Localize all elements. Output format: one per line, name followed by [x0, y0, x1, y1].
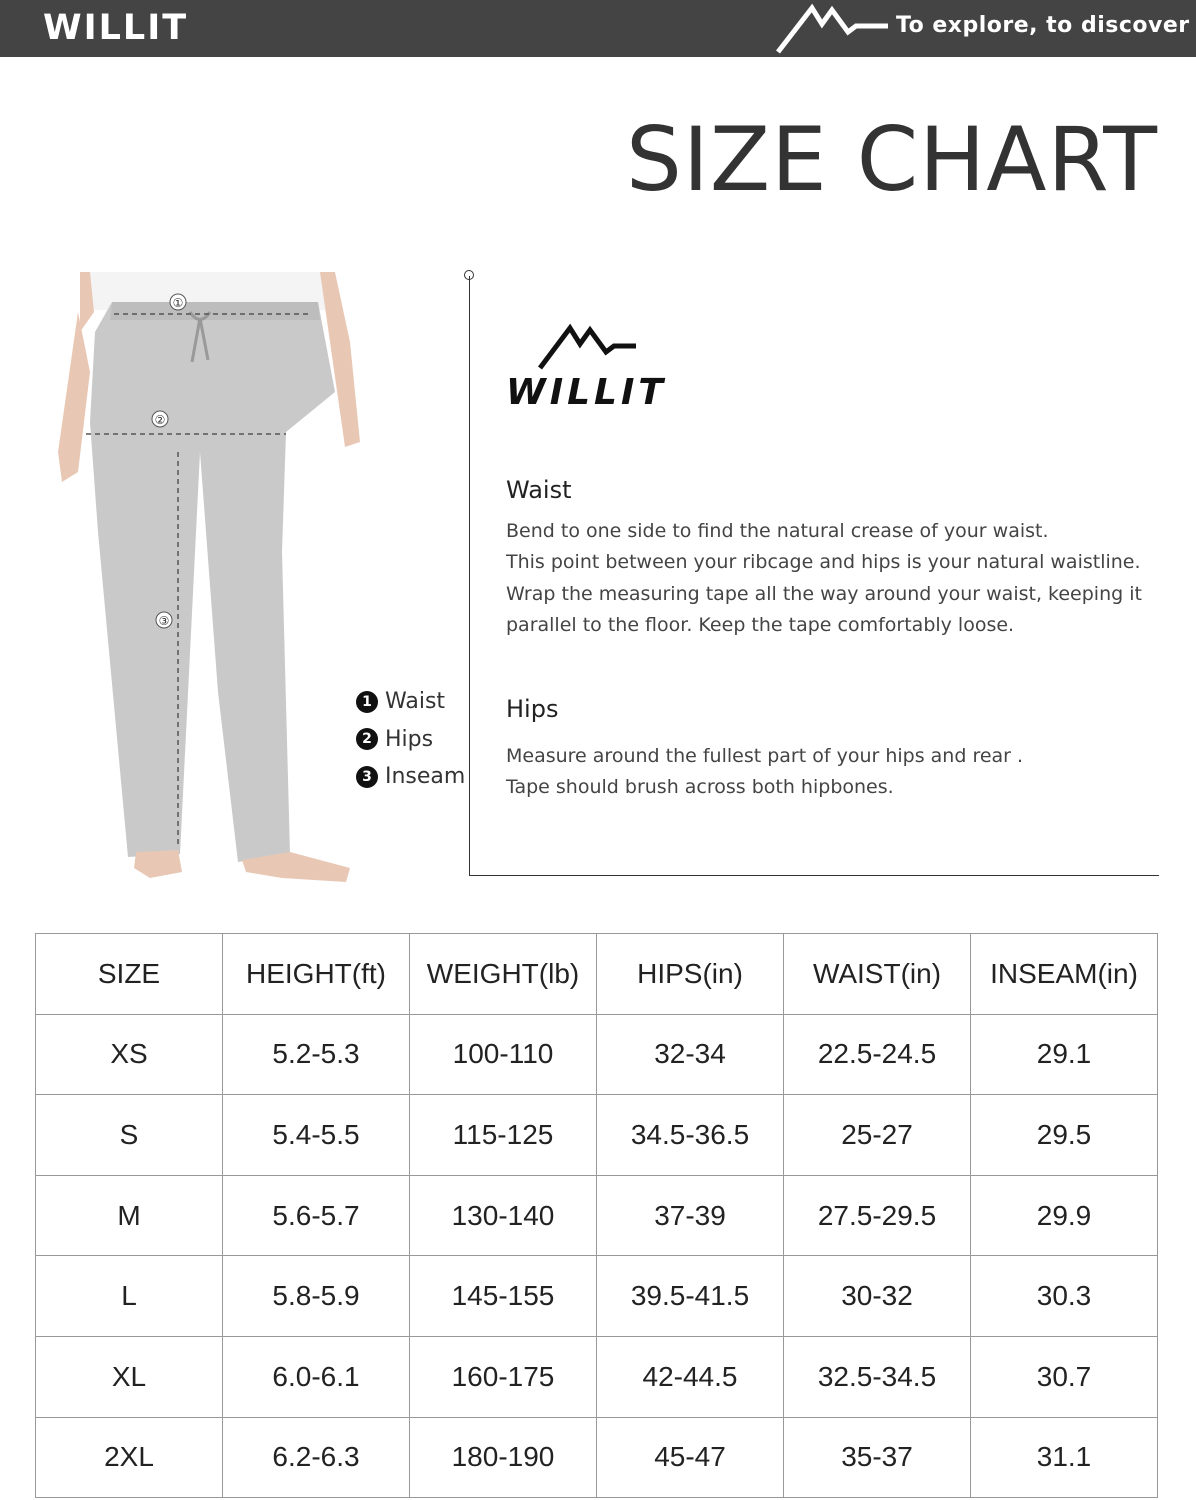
pants-model-figure [50, 272, 360, 884]
table-cell: 30-32 [784, 1256, 971, 1337]
mountain-logo-icon [536, 320, 646, 372]
hips-marker-label: ② [154, 413, 166, 427]
size-table [35, 933, 1158, 1498]
table-cell: 37-39 [597, 1175, 784, 1256]
table-cell: 42-44.5 [597, 1336, 784, 1417]
table-cell: 32-34 [597, 1014, 784, 1095]
table-row [36, 1014, 1158, 1095]
table-row [36, 1256, 1158, 1337]
inseam-marker-label: ③ [158, 614, 170, 628]
text-line: Wrap the measuring tape all the way around your waist, keeping it [506, 582, 1142, 605]
waist-description [506, 516, 1166, 641]
table-cell: 45-47 [597, 1417, 784, 1498]
table-cell: 6.0-6.1 [223, 1336, 410, 1417]
text-line: Bend to one side to find the natural crease of your waist. [506, 520, 1049, 542]
text-line: parallel to the floor. Keep the tape comfortably loose. [506, 613, 1015, 636]
table-cell: 25-27 [784, 1095, 971, 1176]
legend-item-waist [356, 683, 465, 721]
mountain-logo-icon [776, 2, 888, 54]
table-cell: 6.2-6.3 [223, 1417, 410, 1498]
table-cell: 5.2-5.3 [223, 1014, 410, 1095]
table-header-row [36, 934, 1158, 1015]
table-cell: 32.5-34.5 [784, 1336, 971, 1417]
legend-label: Waist [385, 689, 446, 715]
vertical-divider [469, 276, 470, 876]
table-cell: S [36, 1095, 223, 1176]
table-row [36, 1336, 1158, 1417]
table-cell: 27.5-29.5 [784, 1175, 971, 1256]
table-cell: 29.1 [971, 1014, 1158, 1095]
column-header: WEIGHT(lb) [410, 934, 597, 1015]
legend-label: Hips [385, 726, 434, 752]
table-cell: 34.5-36.5 [597, 1095, 784, 1176]
legend-label: Inseam [385, 764, 466, 790]
waist-marker-label: ① [172, 296, 184, 310]
table-cell: 35-37 [784, 1417, 971, 1498]
legend-item-inseam [356, 758, 465, 796]
table-cell: 29.5 [971, 1095, 1158, 1176]
legend-item-hips [356, 721, 465, 759]
table-cell: 160-175 [410, 1336, 597, 1417]
column-header: SIZE [36, 934, 223, 1015]
text-line: Measure around the fullest part of your hips and rear . [506, 745, 1024, 767]
table-cell: 5.8-5.9 [223, 1256, 410, 1337]
column-header: INSEAM(in) [971, 934, 1158, 1015]
hips-description [506, 741, 1166, 804]
table-cell: 115-125 [410, 1095, 597, 1176]
table-cell: XL [36, 1336, 223, 1417]
table-cell: M [36, 1175, 223, 1256]
table-cell: 31.1 [971, 1417, 1158, 1498]
column-header: HEIGHT(ft) [223, 934, 410, 1015]
table-cell: 22.5-24.5 [784, 1014, 971, 1095]
table-cell: 29.9 [971, 1175, 1158, 1256]
table-cell: XS [36, 1014, 223, 1095]
table-cell: 5.6-5.7 [223, 1175, 410, 1256]
measurement-legend [356, 683, 465, 796]
legend-number: 3 [356, 766, 378, 788]
header-bar [0, 0, 1196, 57]
table-row [36, 1095, 1158, 1176]
legend-number: 1 [356, 691, 378, 713]
table-row [36, 1417, 1158, 1498]
text-line: This point between your ribcage and hips is your natural waistline. [506, 551, 1141, 574]
table-cell: 39.5-41.5 [597, 1256, 784, 1337]
brand-name: WILLIT [43, 8, 189, 48]
panel-brand-name: WILLIT [506, 372, 667, 413]
hips-heading: Hips [506, 695, 559, 723]
waist-heading: Waist [506, 476, 572, 504]
legend-number: 2 [356, 728, 378, 750]
text-line: Tape should brush across both hipbones. [506, 776, 894, 799]
table-cell: 100-110 [410, 1014, 597, 1095]
table-cell: 30.3 [971, 1256, 1158, 1337]
table-cell: 145-155 [410, 1256, 597, 1337]
horizontal-divider [469, 875, 1159, 876]
table-cell: 30.7 [971, 1336, 1158, 1417]
table-cell: 180-190 [410, 1417, 597, 1498]
table-cell: L [36, 1256, 223, 1337]
table-row [36, 1175, 1158, 1256]
page-title: SIZE CHART [626, 108, 1158, 211]
column-header: HIPS(in) [597, 934, 784, 1015]
column-header: WAIST(in) [784, 934, 971, 1015]
table-cell: 130-140 [410, 1175, 597, 1256]
table-cell: 5.4-5.5 [223, 1095, 410, 1176]
tagline: To explore, to discover [896, 13, 1190, 38]
table-cell: 2XL [36, 1417, 223, 1498]
